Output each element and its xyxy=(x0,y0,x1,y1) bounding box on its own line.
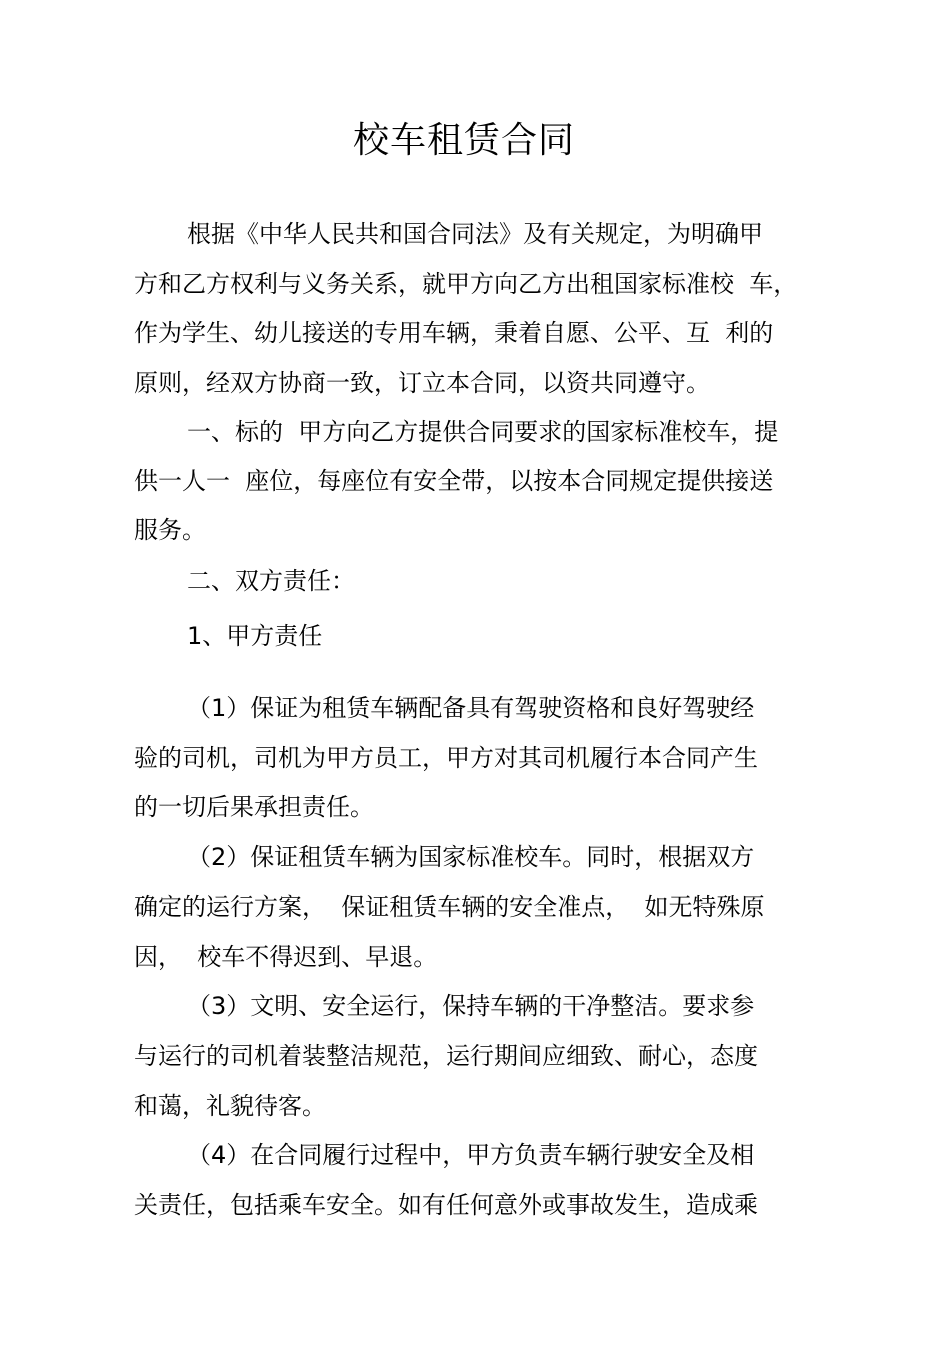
paragraph-line: 作为学生、幼儿接送的专用车辆，秉着自愿、公平、互 利的 xyxy=(134,319,774,347)
subsection-heading: 1、甲方责任 xyxy=(187,622,323,650)
document-title: 校车租赁合同 xyxy=(352,120,575,161)
paragraph-line: （3）文明、安全运行，保持车辆的干净整洁。要求参 xyxy=(187,992,755,1020)
paragraph-line: 服务。 xyxy=(134,516,206,544)
paragraph-line: 根据《中华人民共和国合同法》及有关规定，为明确甲 xyxy=(187,220,763,248)
paragraph-line: 方和乙方权利与义务关系，就甲方向乙方出租国家标准校 车， xyxy=(134,270,798,298)
paragraph-line: 因， 校车不得迟到、早退。 xyxy=(134,943,438,971)
paragraph-line: （1）保证为租赁车辆配备具有驾驶资格和良好驾驶经 xyxy=(187,694,755,722)
paragraph-line: （4）在合同履行过程中，甲方负责车辆行驶安全及相 xyxy=(187,1141,755,1169)
paragraph-line: 关责任，包括乘车安全。如有任何意外或事故发生，造成乘 xyxy=(134,1191,758,1219)
paragraph-line: 一、标的 甲方向乙方提供合同要求的国家标准校车，提 xyxy=(187,418,779,446)
paragraph-line: 验的司机，司机为甲方员工，甲方对其司机履行本合同产生 xyxy=(134,744,758,772)
paragraph-line: 和蔼，礼貌待客。 xyxy=(134,1092,326,1120)
paragraph-line: 原则，经双方协商一致，订立本合同，以资共同遵守。 xyxy=(134,369,710,397)
paragraph-line: 与运行的司机着装整洁规范，运行期间应细致、耐心，态度 xyxy=(134,1042,758,1070)
paragraph-line: 供一人一 座位，每座位有安全带，以按本合同规定提供接送 xyxy=(134,467,774,495)
paragraph-line: （2）保证租赁车辆为国家标准校车。同时，根据双方 xyxy=(187,843,755,871)
section-heading: 二、双方责任： xyxy=(187,567,355,595)
paragraph-line: 确定的运行方案， 保证租赁车辆的安全准点， 如无特殊原 xyxy=(134,893,765,921)
paragraph-line: 的一切后果承担责任。 xyxy=(134,793,374,821)
